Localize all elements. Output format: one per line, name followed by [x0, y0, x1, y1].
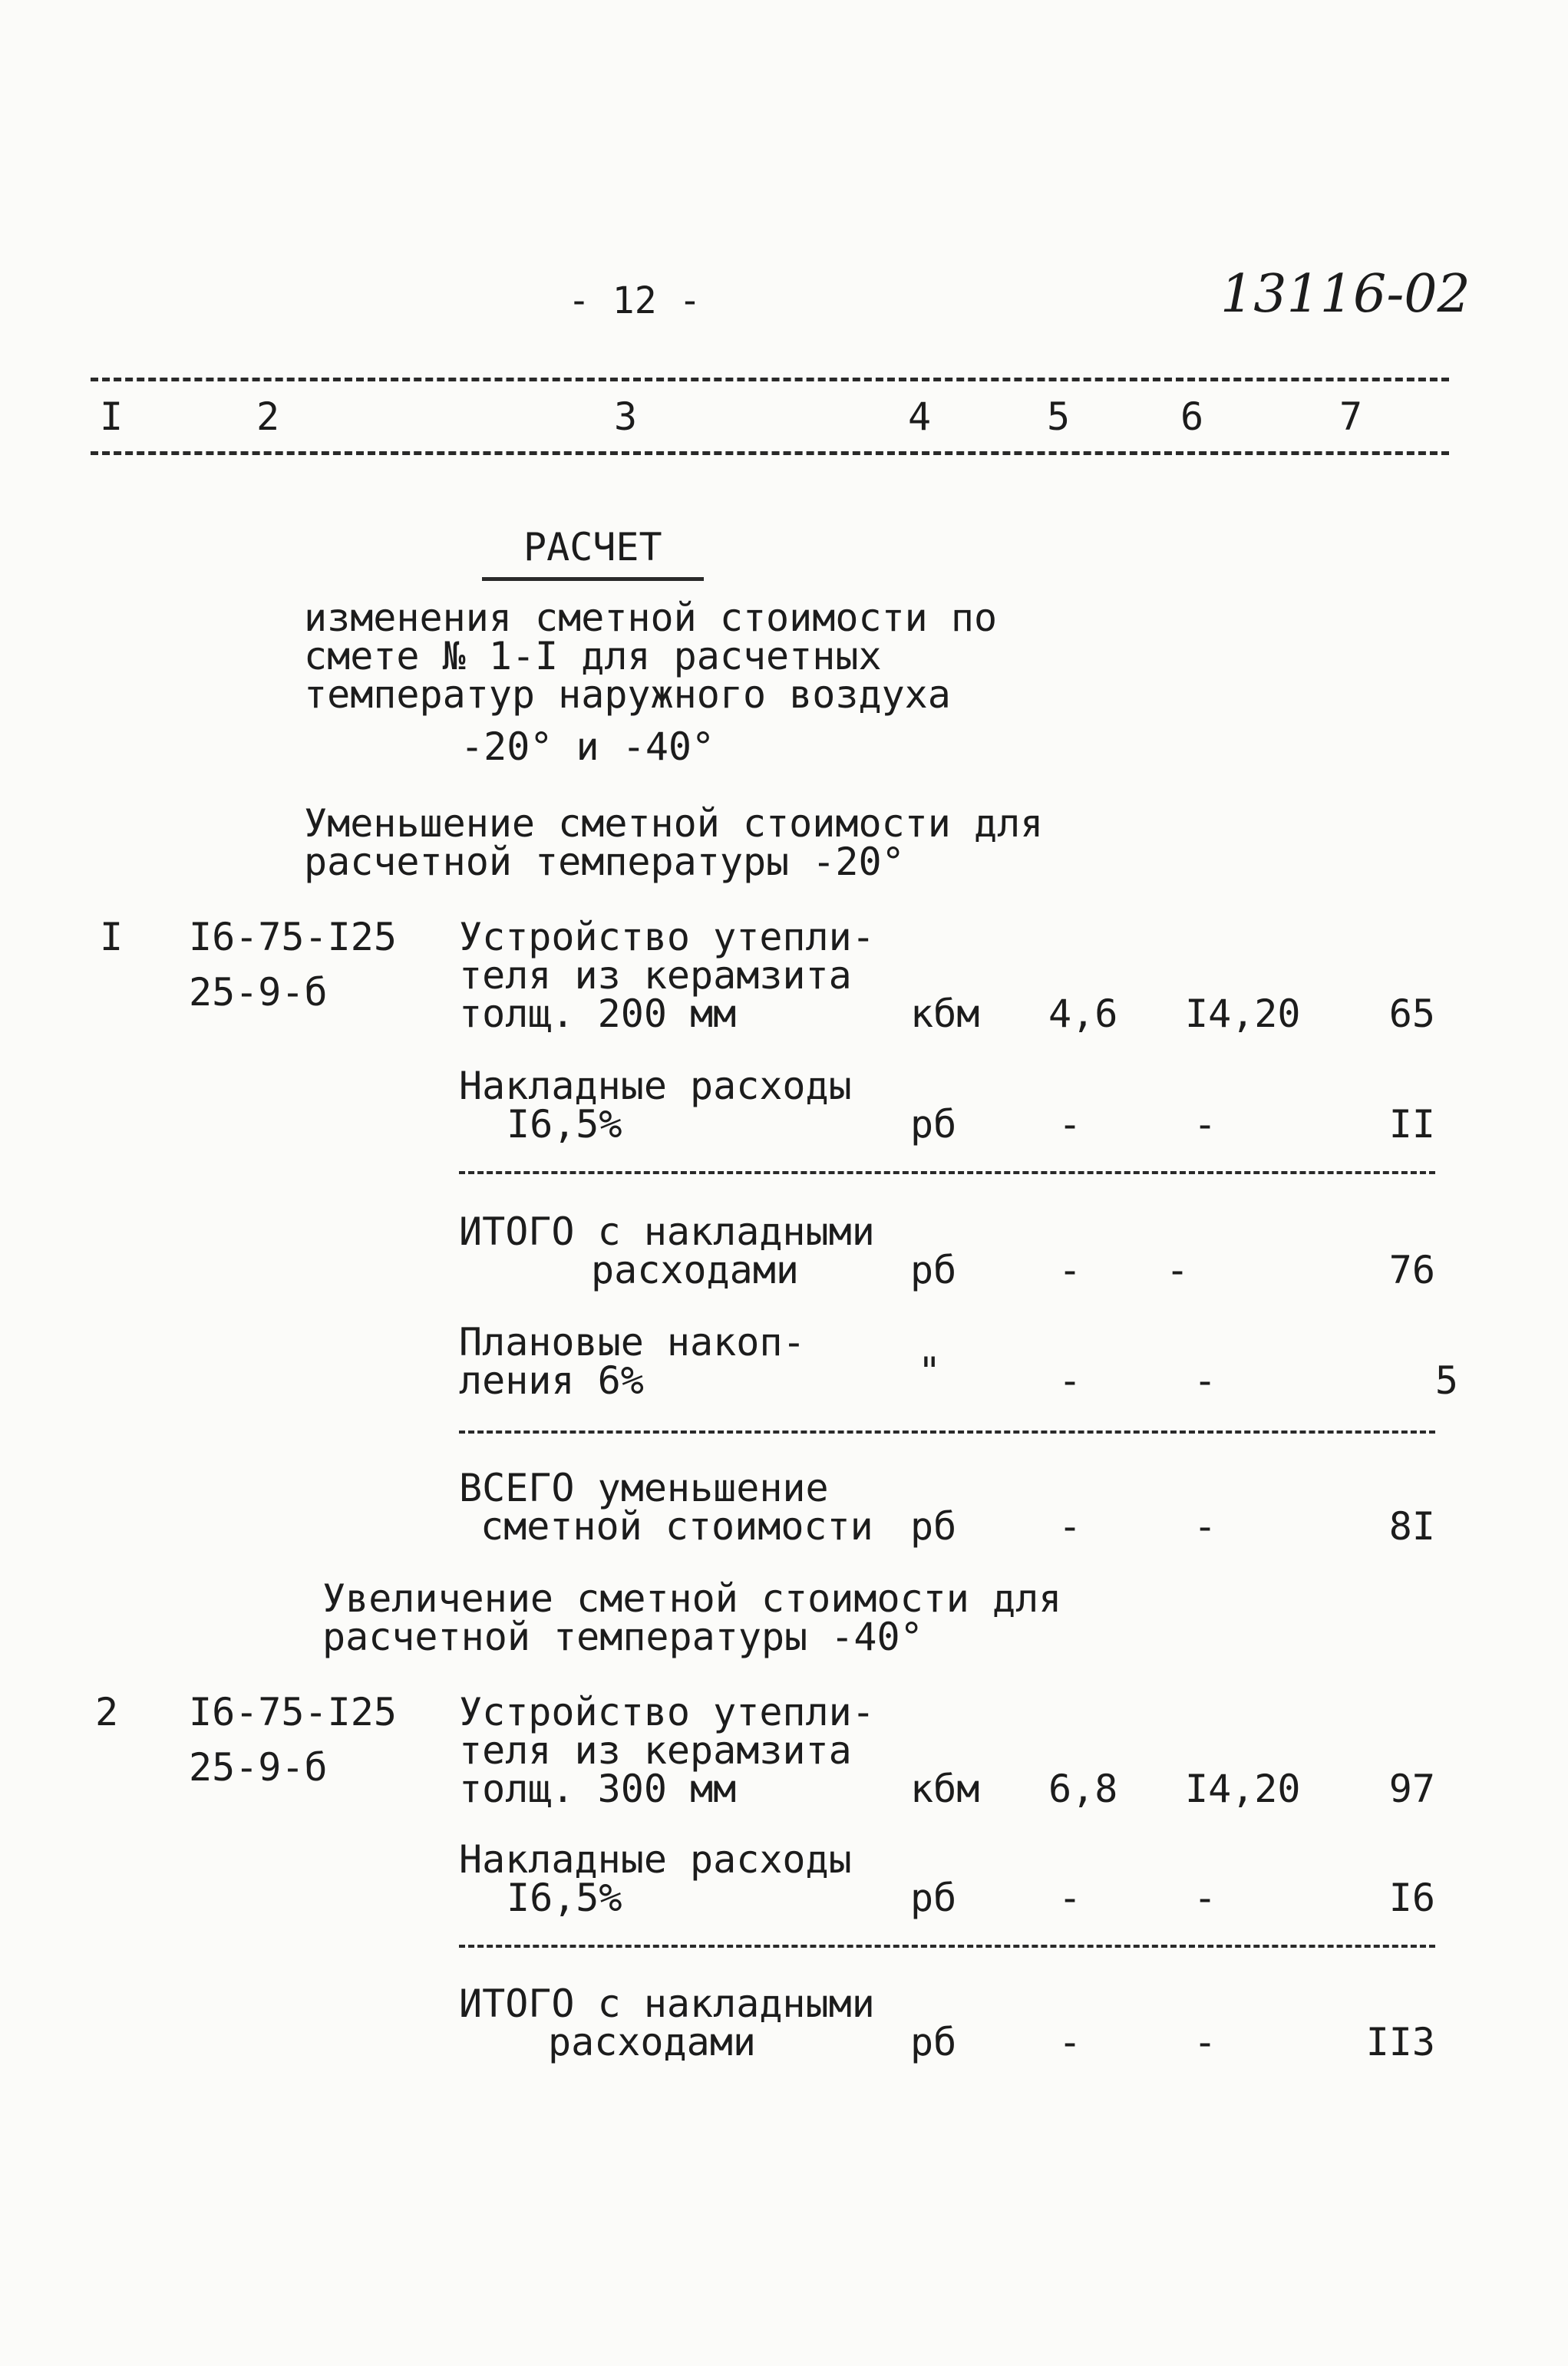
unit: рб — [910, 1876, 957, 1920]
total-cost: 8I — [1388, 1504, 1435, 1549]
column-number-2: 2 — [256, 394, 280, 439]
work-description-line-2: теля из керамзита — [459, 953, 852, 998]
section-heading-line-2: расчетной температуры -20° — [304, 840, 905, 884]
column-number-5: 5 — [1047, 394, 1071, 439]
document-code: 13116-02 — [1220, 264, 1471, 325]
subtitle-line-1: изменения сметной стоимости по — [304, 596, 998, 640]
norm-code: I6-75-I25 — [189, 1690, 397, 1734]
grand-total-label-line-1: ВСЕГО уменьшение — [459, 1466, 829, 1510]
subtitle-line-4: -20° и -40° — [460, 724, 715, 769]
work-description-line-2: теля из керамзита — [459, 1728, 852, 1773]
work-description-line-1: Устройство утепли- — [459, 1690, 875, 1734]
unit-price: - — [1193, 1358, 1217, 1403]
subtotal-label-line-2: расходами — [548, 2020, 756, 2064]
subtotal-rule — [459, 1945, 1435, 1948]
quantity: - — [1058, 1876, 1082, 1920]
quantity: - — [1058, 1102, 1082, 1147]
page-number: - 12 - — [568, 279, 701, 322]
unit-price: - — [1165, 1248, 1190, 1292]
header-rule-top — [91, 378, 1449, 381]
section-heading-line-1: Увеличение сметной стоимости для — [322, 1576, 1062, 1621]
planned-savings-label-line-2: ления 6% — [459, 1358, 644, 1403]
grand-total-label-line-2: сметной стоимости — [480, 1504, 873, 1549]
unit-price: - — [1193, 1876, 1217, 1920]
subtotal-rule — [459, 1171, 1435, 1174]
overhead-label-line-1: Накладные расходы — [459, 1837, 852, 1882]
section-heading-line-1: Уменьшение сметной стоимости для — [304, 801, 1044, 846]
quantity: 6,8 — [1048, 1767, 1118, 1811]
header-rule-bottom — [91, 451, 1449, 455]
planned-savings-label-line-1: Плановые накоп- — [459, 1320, 806, 1364]
unit: кбм — [910, 992, 980, 1036]
unit-price: - — [1193, 1504, 1217, 1549]
subtitle-line-2: смете № 1-I для расчетных — [304, 634, 882, 678]
unit-price: - — [1193, 2020, 1217, 2064]
unit-price: I4,20 — [1185, 1767, 1301, 1811]
subtotal-label-line-2: расходами — [591, 1248, 799, 1292]
unit-price: - — [1193, 1102, 1217, 1147]
document-title: РАСЧЕТ — [482, 528, 704, 581]
quantity: - — [1058, 2020, 1082, 2064]
total-cost: 76 — [1388, 1248, 1435, 1292]
quantity: - — [1058, 1504, 1082, 1549]
overhead-label-line-1: Накладные расходы — [459, 1064, 852, 1108]
total-cost: 65 — [1388, 992, 1435, 1036]
column-number-3: 3 — [614, 394, 638, 439]
column-number-1: I — [100, 394, 124, 439]
item-number: I — [100, 915, 124, 959]
work-description-line-3: толщ. 300 мм — [459, 1767, 737, 1811]
quantity: 4,6 — [1048, 992, 1118, 1036]
subtotal-label-line-1: ИТОГО с накладными — [459, 1209, 875, 1254]
work-description-line-3: толщ. 200 мм — [459, 992, 737, 1036]
total-cost: I6 — [1388, 1876, 1435, 1920]
subtitle-line-3: температур наружного воздуха — [304, 672, 951, 717]
overhead-label-line-2: I6,5% — [507, 1102, 622, 1147]
column-number-7: 7 — [1339, 394, 1363, 439]
subtotal-label-line-1: ИТОГО с накладными — [459, 1982, 875, 2026]
total-cost: II — [1388, 1102, 1435, 1147]
unit-price: I4,20 — [1185, 992, 1301, 1036]
unit: рб — [910, 1248, 957, 1292]
unit: рб — [910, 1102, 957, 1147]
norm-code: I6-75-I25 — [189, 915, 397, 959]
grand-total-rule — [459, 1430, 1435, 1434]
quantity: - — [1058, 1248, 1082, 1292]
price-code: 25-9-б — [189, 970, 328, 1015]
price-code: 25-9-б — [189, 1745, 328, 1790]
work-description-line-1: Устройство утепли- — [459, 915, 875, 959]
total-cost: 97 — [1388, 1767, 1435, 1811]
quantity: - — [1058, 1358, 1082, 1403]
unit: рб — [910, 2020, 957, 2064]
total-cost: 5 — [1434, 1358, 1458, 1403]
column-number-4: 4 — [908, 394, 932, 439]
unit: кбм — [910, 1767, 980, 1811]
overhead-label-line-2: I6,5% — [507, 1876, 622, 1920]
column-number-6: 6 — [1180, 394, 1204, 439]
section-heading-line-2: расчетной температуры -40° — [322, 1615, 923, 1659]
item-number: 2 — [95, 1690, 119, 1734]
unit: " — [918, 1349, 942, 1394]
unit: рб — [910, 1504, 957, 1549]
total-cost: II3 — [1365, 2020, 1435, 2064]
